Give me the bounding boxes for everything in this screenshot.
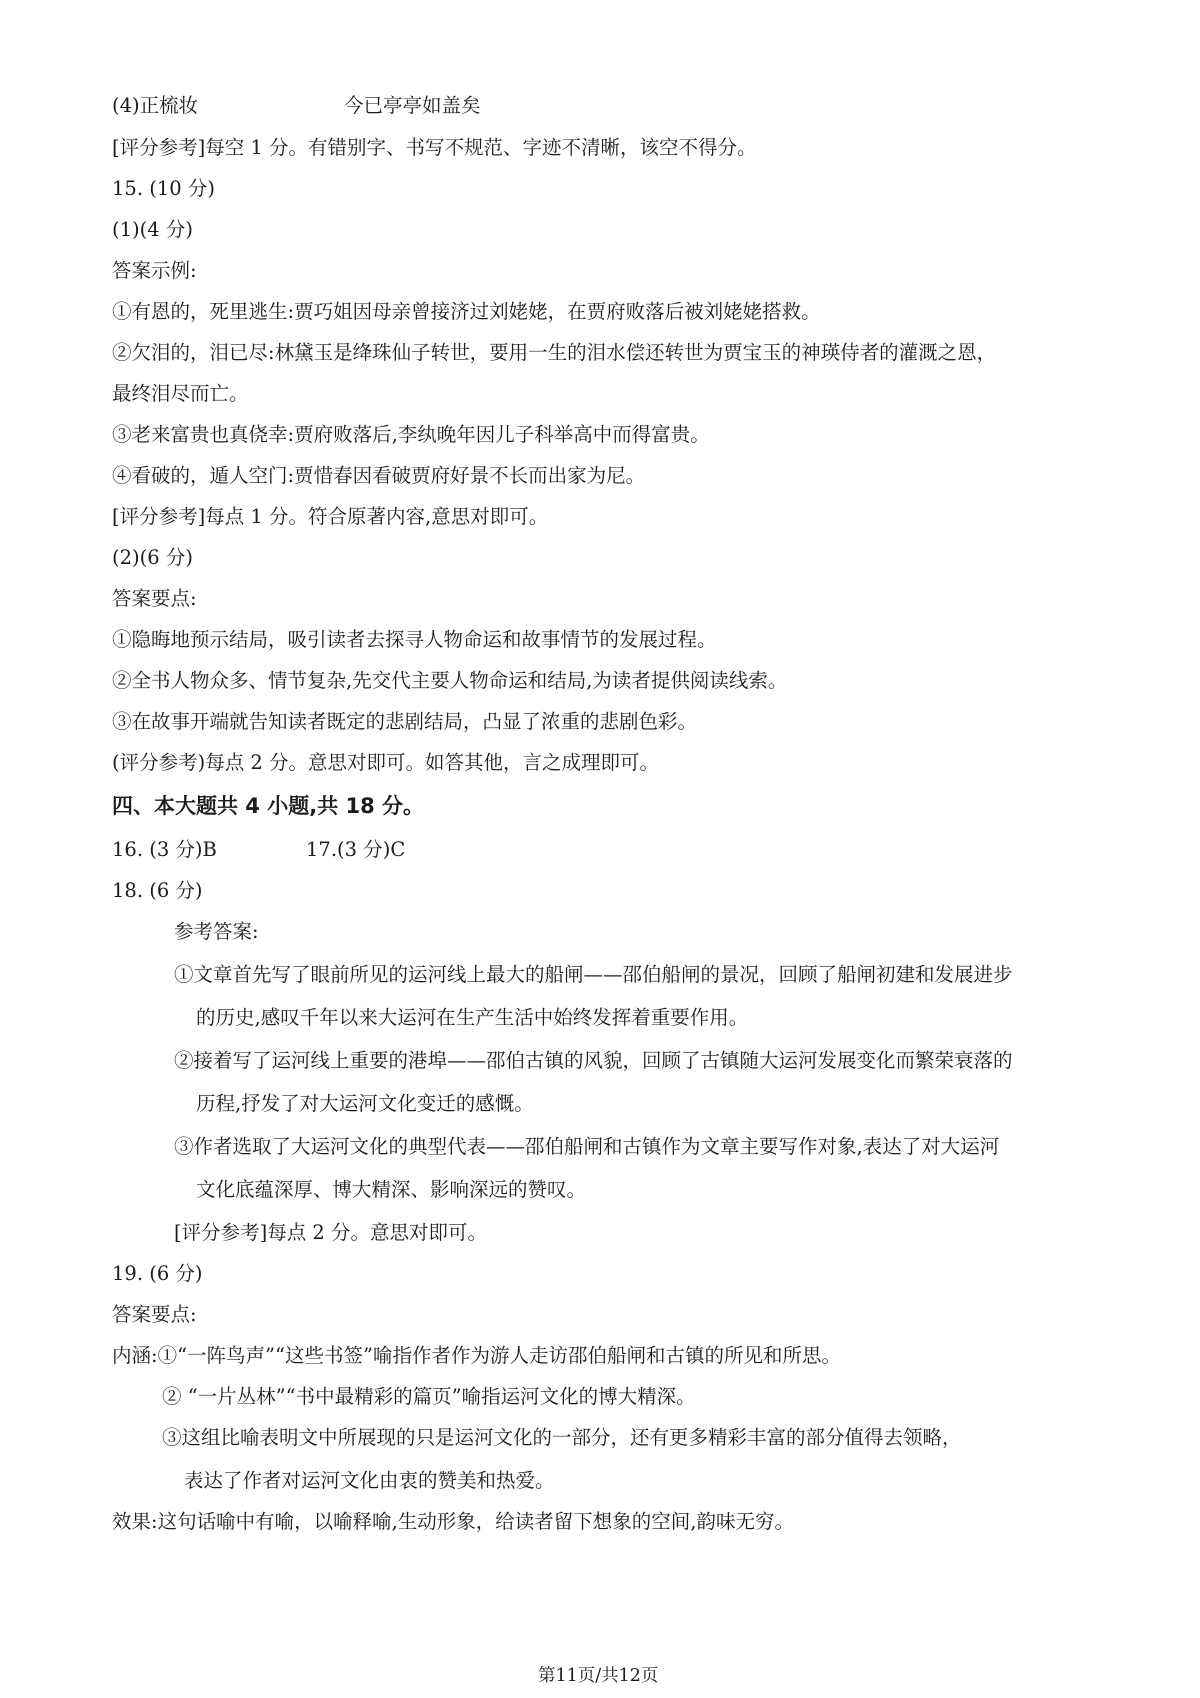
text-line: ①文章首先写了眼前所见的运河线上最大的船闸——邵伯船闸的景况，回顾了船闸初建和发展进步 bbox=[174, 963, 1013, 986]
question-number: 16. (3 分)B bbox=[112, 838, 217, 861]
text-line: ② “一片丛林”“书中最精彩的篇页”喻指运河文化的博大精深。 bbox=[162, 1385, 696, 1408]
text-line: ②接着写了运河线上重要的港埠——邵伯古镇的风貌，回顾了古镇随大运河发展变化而繁荣衰落的 bbox=[174, 1049, 1013, 1072]
text-line: 最终泪尽而亡。 bbox=[112, 382, 249, 405]
question-number: 17.(3 分)C bbox=[306, 838, 406, 861]
text-line: [评分参考]每空 1 分。有错别字、书写不规范、字迹不清晰，该空不得分。 bbox=[112, 136, 757, 159]
text-line: ②欠泪的，泪已尽:林黛玉是绛珠仙子转世，要用一生的泪水偿还转世为贾宝玉的神瑛侍者的灌溉之恩， bbox=[112, 341, 997, 364]
text-line: 今已亭亭如盖矣 bbox=[344, 94, 481, 117]
text-line: 参考答案: bbox=[174, 920, 259, 943]
text-line: ①隐晦地预示结局，吸引读者去探寻人物命运和故事情节的发展过程。 bbox=[112, 628, 717, 651]
text-line: 内涵:①“一阵鸟声”“这些书签”喻指作者作为游人走访邵伯船闸和古镇的所见和所思。 bbox=[112, 1344, 841, 1367]
text-line: ③在故事开端就告知读者既定的悲剧结局，凸显了浓重的悲剧色彩。 bbox=[112, 710, 698, 733]
page-footer: 第11页/共12页 bbox=[538, 1666, 659, 1686]
text-line: ③这组比喻表明文中所展现的只是运河文化的一部分，还有更多精彩丰富的部分值得去领略， bbox=[162, 1426, 962, 1449]
sub-question: (2)(6 分) bbox=[112, 546, 193, 569]
text-line: 效果:这句话喻中有喻，以喻释喻,生动形象，给读者留下想象的空间,韵味无穷。 bbox=[112, 1510, 794, 1533]
text-line: [评分参考]每点 2 分。意思对即可。 bbox=[174, 1221, 488, 1244]
text-line: ③作者选取了大运河文化的典型代表——邵伯船闸和古镇作为文章主要写作对象,表达了对大运河 bbox=[174, 1135, 1000, 1158]
text-line: (4)正梳妆 bbox=[112, 94, 199, 117]
text-line: ①有恩的，死里逃生:贾巧姐因母亲曾接济过刘姥姥，在贾府败落后被刘姥姥搭救。 bbox=[112, 300, 821, 323]
text-line: (评分参考)每点 2 分。意思对即可。如答其他，言之成理即可。 bbox=[112, 751, 660, 774]
sub-question: (1)(4 分) bbox=[112, 218, 193, 241]
text-line: 历程,抒发了对大运河文化变迁的感慨。 bbox=[196, 1092, 534, 1115]
question-number: 15. (10 分) bbox=[112, 177, 215, 200]
text-line: ③老来富贵也真侥幸:贾府败落后,李纨晚年因儿子科举高中而得富贵。 bbox=[112, 423, 710, 446]
text-line: [评分参考]每点 1 分。符合原著内容,意思对即可。 bbox=[112, 505, 549, 528]
text-line: 答案示例: bbox=[112, 259, 197, 282]
text-line: 的历史,感叹千年以来大运河在生产生活中始终发挥着重要作用。 bbox=[196, 1006, 749, 1029]
text-line: ④看破的，遁人空门:贾惜春因看破贾府好景不长而出家为尼。 bbox=[112, 464, 646, 487]
section-heading: 四、本大题共 4 小题,共 18 分。 bbox=[112, 794, 425, 818]
text-line: 文化底蕴深厚、博大精深、影响深远的赞叹。 bbox=[196, 1178, 587, 1201]
text-line: 答案要点: bbox=[112, 1303, 197, 1326]
text-line: 答案要点: bbox=[112, 587, 197, 610]
text-line: ②全书人物众多、情节复杂,先交代主要人物命运和结局,为读者提供阅读线索。 bbox=[112, 669, 788, 692]
text-line: 表达了作者对运河文化由衷的赞美和热爱。 bbox=[184, 1469, 555, 1492]
question-number: 19. (6 分) bbox=[112, 1262, 203, 1285]
question-number: 18. (6 分) bbox=[112, 879, 203, 902]
